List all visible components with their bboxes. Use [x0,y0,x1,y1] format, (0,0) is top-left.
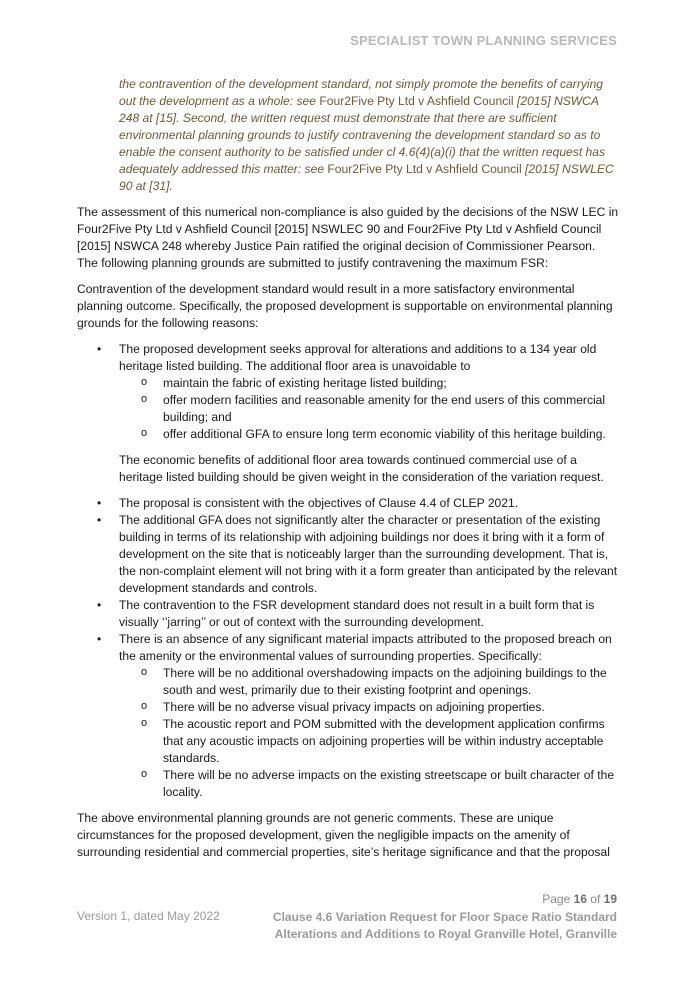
sub-list-item: o offer modern facilities and reasonable amenity for the end users of this commercial building; and [119,392,619,426]
quote-text-1: the contravention of the development standard, not simply promote the benefits of carrying out the development as a whole: see [119,77,604,108]
page-current: 16 [573,892,587,906]
sub-list-item: o There will be no adverse impacts on the existing streetscape or built character of the locality. [119,767,619,801]
list-item: • The additional GFA does not significantly alter the character or presentation of the existing building in terms of its relationship with adjoining buildings nor does it bring with it a form of development on the site that is noticeably larger than the surrounding development. That is, the non-complaint element will not bring with it a form greater than anticipated by the relevant development standards and controls. [77,512,619,597]
assessment-paragraph: The assessment of this numerical non-compliance is also guided by the decisions of the NSW LEC in Four2Five Pty Ltd v Ashfield Council [2015] NSWLEC 90 and Four2Five Pty Ltd v Ashfield Council [2015] NSWCA 248 whereby Justice Pain ratified the original decision of Commissioner Pearson. The following planning grounds are submitted to justify contravening the maximum FSR: [77,205,619,270]
sub-list-item: o There will be no adverse visual privacy impacts on adjoining properties. [119,699,619,716]
page-label: Page [542,892,574,906]
quote-case-2: Four2Five Pty Ltd v Ashfield Council [327,162,522,176]
grounds-list [77,341,619,443]
sub-list-item: o offer additional GFA to ensure long term economic viability of this heritage building. [119,426,619,443]
list-item: • The proposal is consistent with the objectives of Clause 4.4 of CLEP 2021. [77,495,619,512]
list-item [77,341,619,443]
document-title-line-1: Clause 4.6 Variation Request for Floor Space Ratio Standard [272,910,617,924]
bullet-text: The proposed development seeks approval for alterations and additions to a 134 year old heritage listed building. The additional floor area is unavoidable to [119,342,597,373]
quote-text-3: [2015] NSWLEC 90 at [31]. [119,162,614,193]
version-label: Version 1, dated May 2022 [77,909,220,923]
grounds-list-continued [77,495,619,801]
document-title [273,909,617,943]
page-content [77,76,619,870]
page-of: of [586,892,604,906]
sub-list-item: o The acoustic report and POM submitted with the development application confirms that any acoustic impacts on adjoining properties will be within industry acceptable standards. [119,716,619,767]
header-firm-name: SPECIALIST TOWN PLANNING SERVICES [350,33,617,48]
sub-list [119,665,619,801]
document-title-line-2: Alterations and Additions to Royal Granville Hotel, Granville [274,927,617,941]
contravention-paragraph: Contravention of the development standard would result in a more satisfactory environmental planning outcome. Specifically, the proposed development is supportable on environmental planning grounds for the following reasons: [77,282,613,330]
list-item [77,631,619,801]
page-total: 19 [603,892,617,906]
sub-list [119,375,619,443]
sub-list-item: o maintain the fabric of existing heritage listed building; [119,375,619,392]
economic-benefits-note: The economic benefits of additional floor area towards continued commercial use of a heritage listed building should be given weight in the consideration of the variation request. [119,453,604,484]
sub-list-item: o There will be no additional overshadowing impacts on the adjoining buildings to the south and west, primarily due to their existing footprint and openings. [119,665,619,699]
bullet-text: There is an absence of any significant material impacts attributed to the proposed breach on the amenity or the environmental values of surrounding properties. Specifically: [119,632,612,663]
list-item: • The contravention to the FSR development standard does not result in a built form that is visually ‘’jarring’’ or out of context with the surrounding development. [77,597,619,631]
quote-text-2: [2015] NSWCA 248 at [15]. Second, the written request must demonstrate that there are sufficient environmental planning grounds to justify contravening the development standard so as to enable the consent authority to be satisfied under cl 4.6(4)(a)(i) that the written request has adequately addressed this matter: see [119,94,606,176]
quote-case-1: Four2Five Pty Ltd v Ashfield Council [319,94,514,108]
page-number [542,892,617,906]
closing-paragraph: The above environmental planning grounds are not generic comments. These are unique circumstances for the proposed development, given the negligible impacts on the amenity of surrounding residential and commercial properties, site’s heritage significance and that the proposal [77,811,610,859]
legal-quote [119,76,619,195]
